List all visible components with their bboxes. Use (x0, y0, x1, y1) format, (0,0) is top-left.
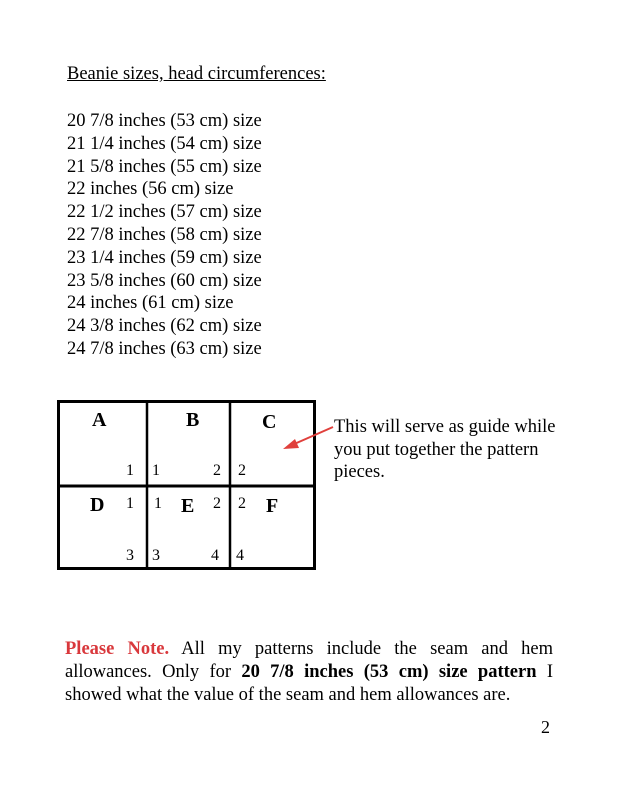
size-item: 23 5/8 inches (60 cm) size (67, 270, 262, 291)
piece-f-label: F (266, 495, 279, 517)
marker-4: 4 (236, 547, 244, 564)
size-item: 20 7/8 inches (53 cm) size (67, 111, 262, 131)
marker-3: 3 (152, 547, 160, 564)
size-item: 24 3/8 inches (62 cm) size (67, 316, 262, 337)
piece-e-label: E (181, 495, 195, 517)
size-item: 23 1/4 inches (59 cm) size (67, 247, 262, 268)
marker-2: 2 (238, 495, 246, 512)
marker-3: 3 (126, 547, 134, 564)
pointer-arrow-icon (278, 418, 338, 452)
size-item: 22 7/8 inches (58 cm) size (67, 224, 262, 245)
page-number: 2 (541, 717, 550, 737)
note-text-1: All my patterns include the seam and hem allowances. Only for (65, 638, 554, 682)
size-item: 22 inches (56 cm) size (67, 179, 234, 200)
note-bold-size: 20 7/8 inches (53 cm) size pattern (241, 661, 537, 682)
size-item: 22 1/2 inches (57 cm) size (67, 202, 262, 223)
sizes-heading: Beanie sizes, head circumferences: (67, 64, 326, 84)
note-text-2: I showed what the value of the seam and hem allowances are. (65, 661, 553, 705)
marker-1: 1 (126, 462, 134, 479)
piece-c-label: C (262, 411, 277, 433)
size-item: 24 7/8 inches (63 cm) size (67, 338, 262, 359)
note-lead: Please Note. (65, 638, 170, 659)
marker-2: 2 (213, 495, 221, 512)
marker-2: 2 (238, 462, 246, 479)
marker-2: 2 (213, 462, 221, 479)
guide-caption: This will serve as guide while you put together the pattern pieces. (334, 417, 556, 482)
size-item: 24 inches (61 cm) size (67, 293, 234, 314)
piece-b-label: B (186, 409, 200, 431)
piece-d-label: D (90, 494, 105, 516)
marker-1: 1 (154, 495, 162, 512)
size-item: 21 1/4 inches (54 cm) size (67, 133, 262, 154)
piece-a-label: A (92, 409, 107, 431)
marker-4: 4 (211, 547, 219, 564)
sizes-list (67, 110, 262, 361)
marker-1: 1 (152, 462, 160, 479)
marker-1: 1 (126, 495, 134, 512)
size-item: 21 5/8 inches (55 cm) size (67, 156, 262, 177)
please-note-paragraph (65, 638, 553, 707)
